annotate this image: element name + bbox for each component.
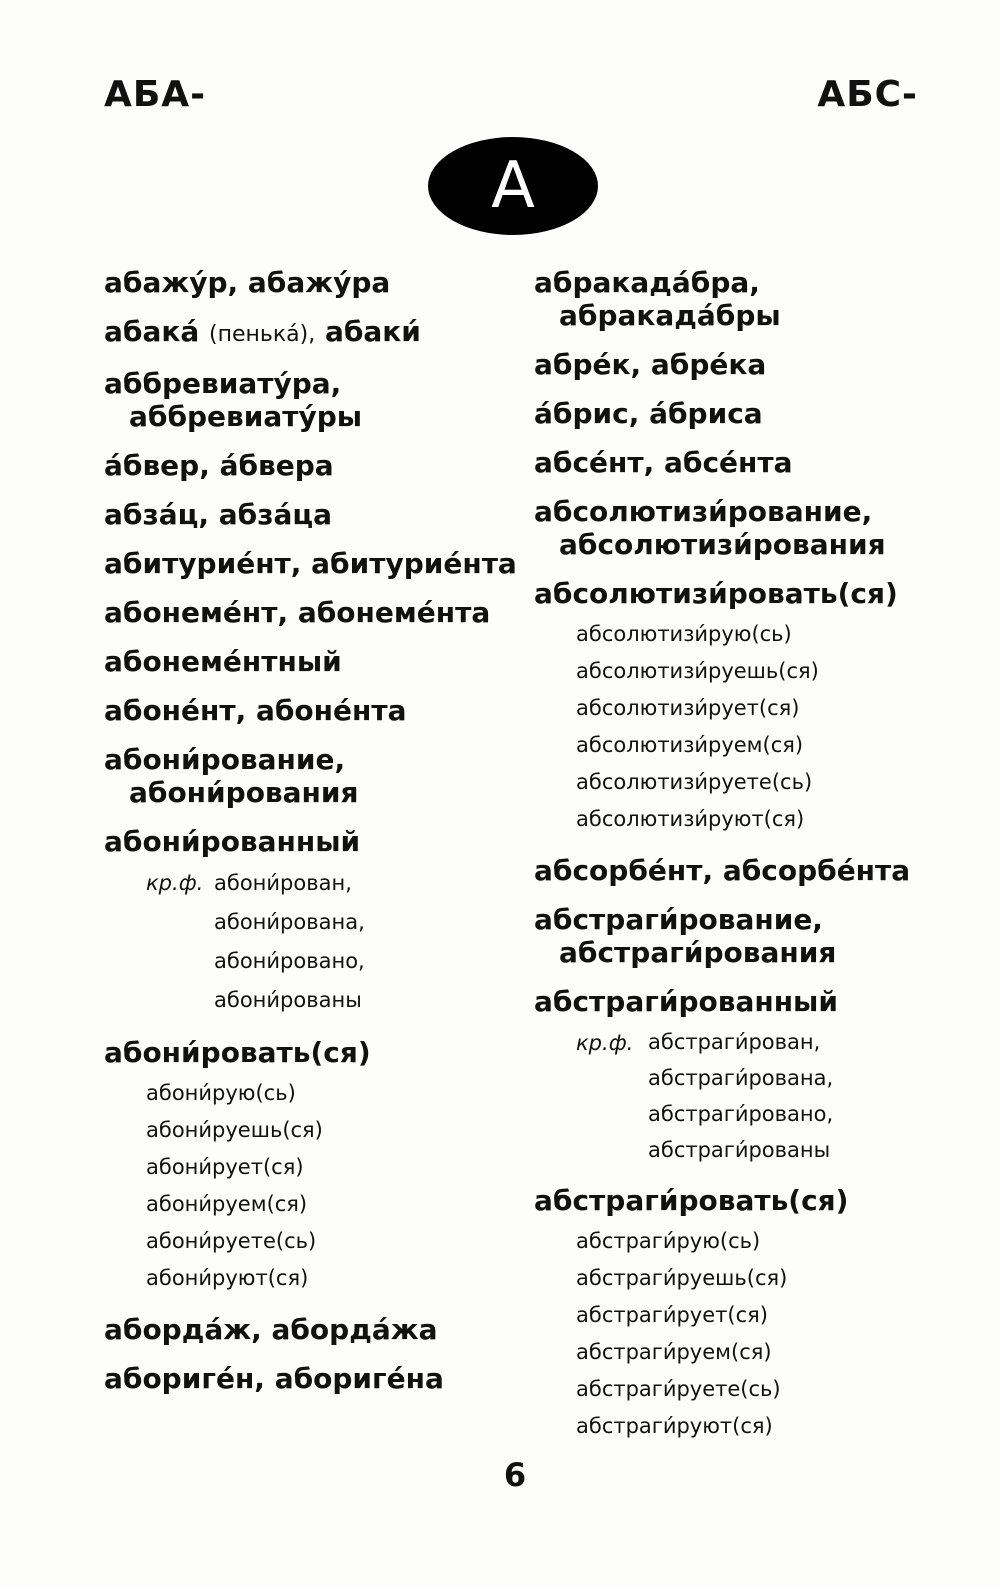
dictionary-entry <box>534 446 974 479</box>
dictionary-entry <box>104 1313 524 1346</box>
conjugation-forms <box>104 1075 524 1297</box>
word-form: абстраги́рую(сь) <box>576 1229 761 1253</box>
short-form-abbr: кр.ф. <box>146 871 204 895</box>
word-form: абсолютизи́рует(ся) <box>576 696 800 720</box>
headword: абонеме́нт, абонеме́нта <box>104 596 491 629</box>
headword: аббревиату́ра, аббревиату́ры <box>104 367 363 433</box>
dictionary-entry <box>104 743 524 809</box>
headword: абсолютизи́рование, абсолютизи́рования <box>534 495 886 561</box>
dictionary-entry <box>104 315 524 351</box>
word-form: абони́рованы <box>214 988 362 1012</box>
headword: абстраги́ровать(ся) <box>534 1184 849 1217</box>
headword <box>104 315 524 351</box>
dictionary-entry <box>104 498 524 531</box>
word-form: абони́рована, <box>214 910 365 934</box>
headword: абстраги́рование, абстраги́рования <box>534 903 837 969</box>
left-column <box>104 266 524 1411</box>
short-form-abbr: кр.ф. <box>576 1031 634 1055</box>
dictionary-entry <box>534 1184 974 1445</box>
headword: а́брис, а́бриса <box>534 397 763 430</box>
word-form: абони́руем(ся) <box>146 1192 308 1216</box>
word-form: абстраги́руешь(ся) <box>576 1266 788 1290</box>
dictionary-entry <box>534 397 974 430</box>
word-form: абони́рую(сь) <box>146 1081 296 1105</box>
dictionary-entry <box>534 903 974 969</box>
dictionary-entry <box>104 266 524 299</box>
headword: абоне́нт, абоне́нта <box>104 694 407 727</box>
word-form: абсолютизи́руете(сь) <box>576 770 813 794</box>
headword: абракада́бра, абракада́бры <box>534 266 781 332</box>
headword: абсолютизи́ровать(ся) <box>534 577 898 610</box>
word-form: абсолютизи́руем(ся) <box>576 733 804 757</box>
dictionary-entry <box>104 694 524 727</box>
headword: а́бвер, а́бвера <box>104 449 334 482</box>
running-head-left: АБА- <box>104 74 207 115</box>
conjugation-forms <box>534 616 974 838</box>
dictionary-entry <box>534 495 974 561</box>
short-forms <box>534 1024 974 1168</box>
dictionary-entry <box>104 825 524 1020</box>
short-forms <box>104 864 524 1020</box>
word-form: абстраги́руете(сь) <box>576 1377 781 1401</box>
word-form: абсолютизи́руешь(ся) <box>576 659 819 683</box>
word-form: абстраги́рован, <box>648 1030 821 1054</box>
dictionary-entry <box>104 367 524 433</box>
dictionary-entry <box>534 985 974 1168</box>
word-form: абони́ровано, <box>214 949 365 973</box>
headword: аборда́ж, аборда́жа <box>104 1313 438 1346</box>
word-form: абони́рует(ся) <box>146 1155 304 1179</box>
word-form: абони́руют(ся) <box>146 1266 309 1290</box>
headword: абсе́нт, абсе́нта <box>534 446 793 479</box>
headword-genitive: абаки́ <box>324 315 421 348</box>
headword: абонеме́нтный <box>104 645 342 678</box>
page-number: 6 <box>503 1456 527 1494</box>
word-form: абони́рован, <box>214 871 352 895</box>
section-letter-badge <box>428 137 598 235</box>
word-form: абстраги́рована, <box>648 1066 834 1090</box>
dictionary-entry <box>104 645 524 678</box>
word-form: абстраги́руют(ся) <box>576 1414 773 1438</box>
dictionary-entry <box>104 596 524 629</box>
dictionary-entry <box>104 1036 524 1297</box>
word-form: абстраги́рует(ся) <box>576 1303 768 1327</box>
headword: абони́рованный <box>104 825 361 858</box>
running-head-right: АБС- <box>817 74 918 115</box>
dictionary-entry <box>534 577 974 838</box>
headword: абза́ц, абза́ца <box>104 498 333 531</box>
headword: абсорбе́нт, абсорбе́нта <box>534 854 911 887</box>
word-form: абстраги́руем(ся) <box>576 1340 772 1364</box>
word-form: абстраги́рованы <box>648 1138 831 1162</box>
dictionary-entry <box>104 1362 524 1395</box>
headword: абстраги́рованный <box>534 985 838 1018</box>
dictionary-entry <box>104 449 524 482</box>
word-form: абстраги́ровано, <box>648 1102 834 1126</box>
right-column <box>534 266 974 1461</box>
dictionary-entry <box>534 348 974 381</box>
word-form: абони́руешь(ся) <box>146 1118 323 1142</box>
dictionary-entry <box>104 547 524 580</box>
headword: абажу́р, абажу́ра <box>104 266 391 299</box>
headword: абре́к, абре́ка <box>534 348 767 381</box>
section-letter: А <box>491 149 535 223</box>
dictionary-entry <box>534 854 974 887</box>
word-form: абони́руете(сь) <box>146 1229 317 1253</box>
headword-main: абака́ <box>104 315 200 348</box>
headword: абитурие́нт, абитурие́нта <box>104 547 517 580</box>
headword: абориге́н, абориге́на <box>104 1362 444 1395</box>
headword: абони́ровать(ся) <box>104 1036 371 1069</box>
headword: абони́рование, абони́рования <box>104 743 359 809</box>
dictionary-entry <box>534 266 974 332</box>
word-form: абсолютизи́рую(сь) <box>576 622 792 646</box>
gloss-note: (пенька́), <box>209 322 316 347</box>
word-form: абсолютизи́руют(ся) <box>576 807 805 831</box>
conjugation-forms <box>534 1223 974 1445</box>
